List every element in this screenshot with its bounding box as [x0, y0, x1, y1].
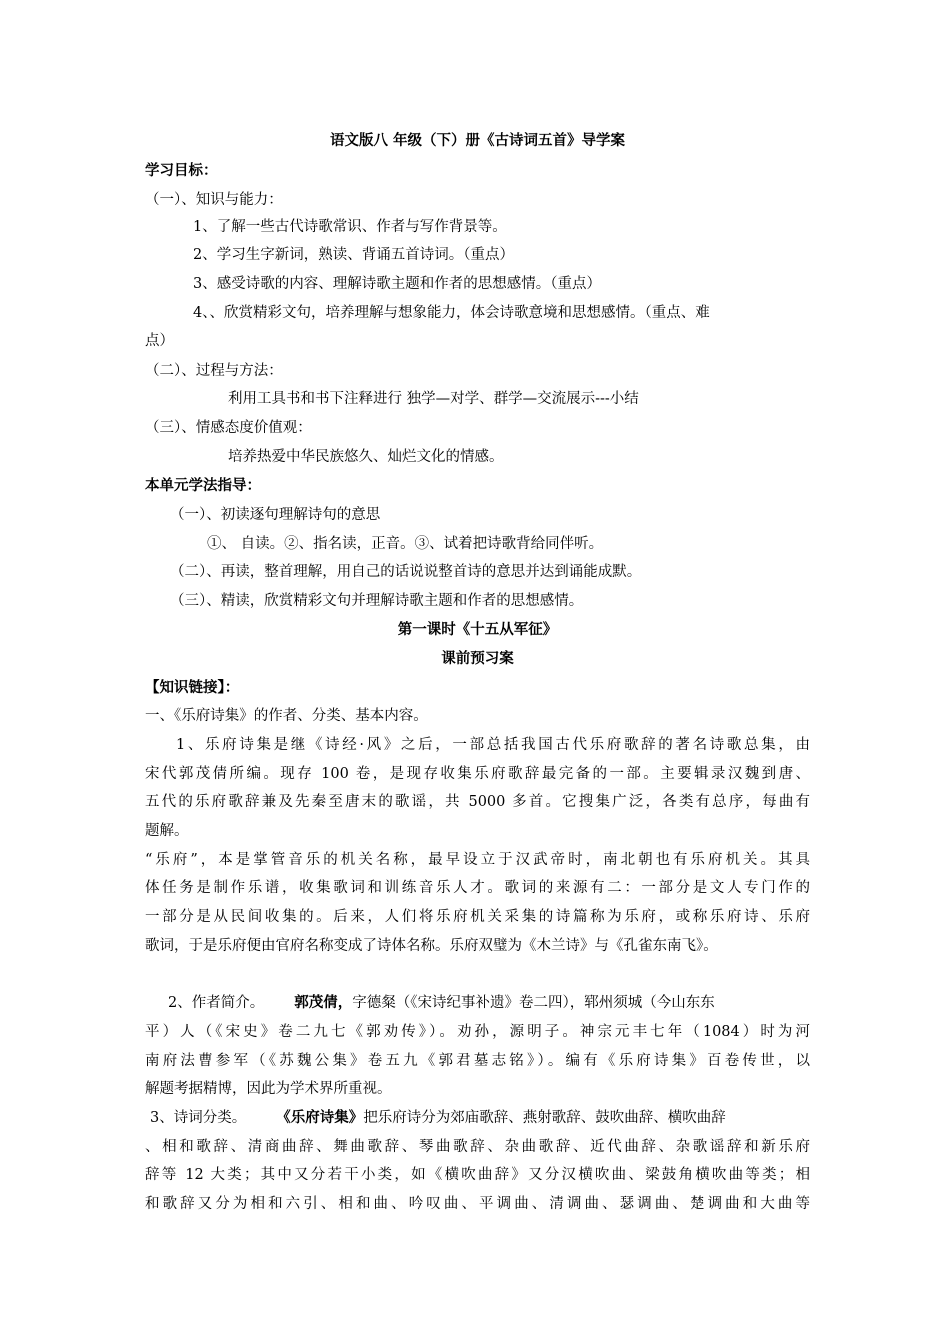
paragraph-line: “乐府”，本是掌管音乐的机关名称，最早设立于汉武帝时，南北朝也有乐府机关。其具: [145, 852, 810, 868]
classification-lead: 3、诗词分类。: [150, 1110, 247, 1126]
paragraph-line: 歌词，于是乐府便由官府名称变成了诗体名称。乐府双璧为《木兰诗》与《孔雀东南飞》。: [145, 938, 718, 954]
knowledge-heading: 【知识链接】：: [145, 680, 240, 696]
lesson-title: 第一课时《十五从军征》: [397, 622, 558, 638]
author-intro-text: 字德粲（《宋诗纪事补遗》卷二四），郓州须城（今山东东: [352, 995, 715, 1011]
document-title: 语文版八 年级（下）册《古诗词五首》导学案: [329, 133, 626, 149]
paragraph-line: 1、乐府诗集是继《诗经·风》之后，一部总括我国古代乐府歌辞的著名诗歌总集，由: [176, 737, 810, 753]
paragraph-line: 平）人（《宋史》卷二九七《郭劝传》）。劝孙，源明子。神宗元丰七年（1084）时为河: [145, 1024, 810, 1040]
goal1-item: 2、学习生字新词，熟读、背诵五首诗词。（重点）: [193, 247, 514, 263]
method-item: （二）、再读，整首理解，用自己的话说说整首诗的意思并达到诵能成默。: [170, 564, 642, 580]
paragraph-line: 宋代郭茂倩所编。现存 100 卷，是现存收集乐府歌辞最完备的一部。主要辑录汉魏到唐、: [145, 766, 810, 782]
goal2-heading: （二）、过程与方法：: [145, 363, 283, 379]
paragraph-line: 和歌辞又分为相和六引、相和曲、吟叹曲、平调曲、清调曲、瑟调曲、楚调曲和大曲等: [145, 1196, 810, 1212]
author-name: 郭茂倩，: [294, 995, 353, 1011]
knowledge-item: 一、《乐府诗集》的作者、分类、基本内容。: [145, 708, 428, 724]
paragraph-line: 五代的乐府歌辞兼及先秦至唐末的歌谣，共 5000 多首。它搜集广泛，各类有总序，每曲有: [145, 794, 810, 810]
goal3-heading: （三）、情感态度价值观：: [145, 420, 312, 436]
goal1-item-cont: 点）: [145, 333, 174, 349]
goal1-item: 1、了解一些古代诗歌常识、作者与写作背景等。: [193, 219, 507, 235]
method-item: （一）、初读逐句理解诗句的意思: [170, 507, 381, 523]
paragraph-line: 辞等 12 大类；其中又分若干小类，如《横吹曲辞》又分汉横吹曲、梁鼓角横吹曲等类；相: [145, 1167, 810, 1183]
paragraph-line: 题解。: [145, 823, 189, 839]
goal3-text: 培养热爱中华民族悠久、灿烂文化的情感。: [228, 449, 504, 465]
author-intro-lead: 2、作者简介。: [168, 995, 265, 1011]
method-item: ①、 自读。②、指名读，正音。③、试着把诗歌背给同伴听。: [207, 536, 604, 552]
paragraph-line: 体任务是制作乐谱，收集歌词和训练音乐人才。歌词的来源有二：一部分是文人专门作的: [145, 880, 810, 896]
goals-heading: 学习目标：: [145, 163, 218, 179]
goal1-heading: （一）、知识与能力：: [145, 192, 283, 208]
classification-text: 把乐府诗分为郊庙歌辞、燕射歌辞、鼓吹曲辞、横吹曲辞: [363, 1110, 726, 1126]
goal2-text: 利用工具书和书下注释进行 独学—对学、群学—交流展示---小结: [228, 391, 639, 407]
goal1-item: 4、、欣赏精彩文句，培养理解与想象能力，体会诗歌意境和思想感情。（重点、难: [193, 305, 710, 321]
paragraph-line: 南府法曹参军（《苏魏公集》卷五九《郭君墓志铭》）。编有《乐府诗集》百卷传世，以: [145, 1053, 810, 1069]
method-item: （三）、精读，欣赏精彩文句并理解诗歌主题和作者的思想感情。: [170, 593, 584, 609]
paragraph-line: 、相和歌辞、清商曲辞、舞曲歌辞、琴曲歌辞、杂曲歌辞、近代曲辞、杂歌谣辞和新乐府: [145, 1139, 810, 1155]
paragraph-line: 一部分是从民间收集的。后来，人们将乐府机关采集的诗篇称为乐府，或称乐府诗、乐府: [145, 909, 810, 925]
goal1-item: 3、感受诗歌的内容、理解诗歌主题和作者的思想感情。（重点）: [193, 276, 601, 292]
collection-name: 《乐府诗集》: [276, 1110, 364, 1126]
method-heading: 本单元学法指导：: [145, 478, 261, 494]
paragraph-line: [150, 1108, 810, 1128]
paragraph-line: [168, 993, 810, 1013]
paragraph-line: 解题考据精博，因此为学术界所重视。: [145, 1081, 392, 1097]
preview-title: 课前预习案: [441, 651, 514, 667]
